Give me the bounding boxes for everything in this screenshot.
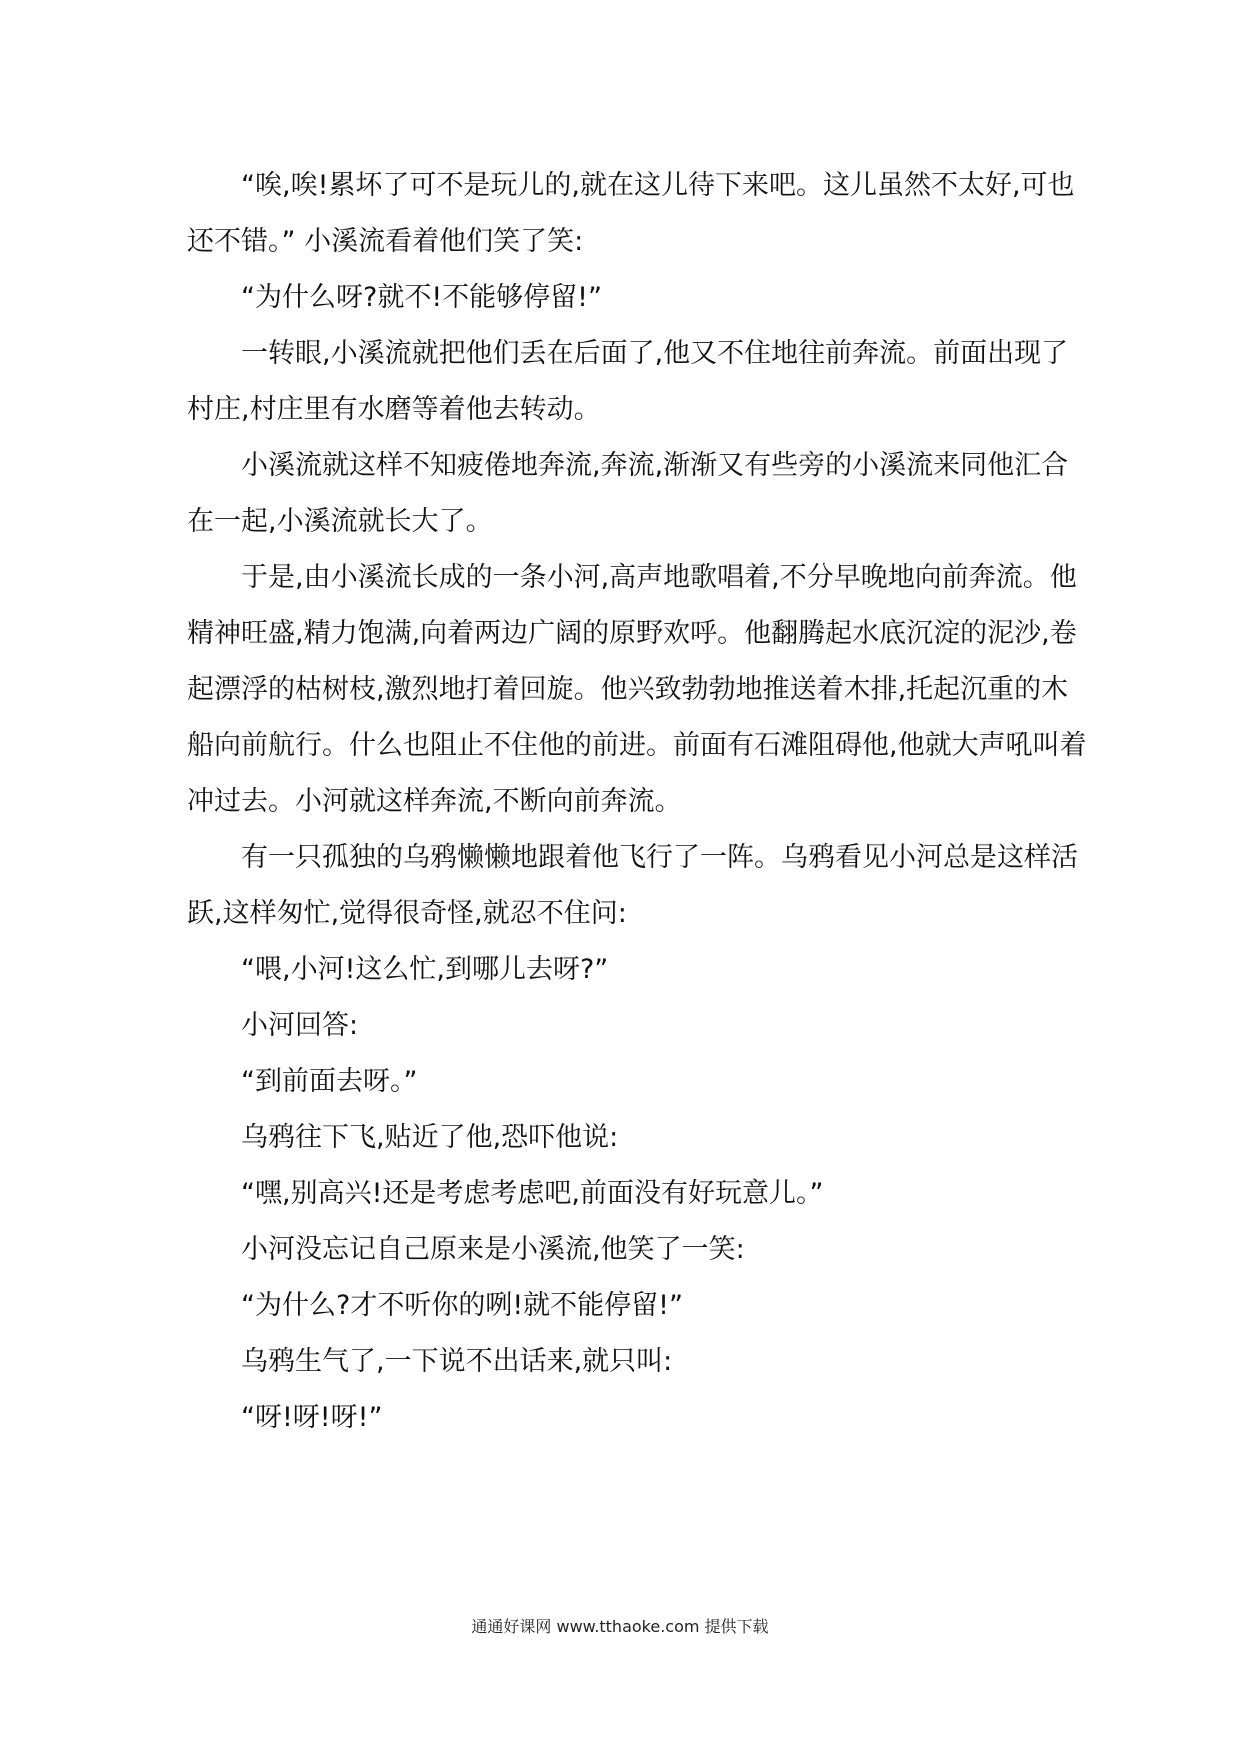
paragraph: “唉,唉!累坏了可不是玩儿的,就在这儿待下来吧。这儿虽然不太好,可也还不错。” 小溪流看着他们笑了笑: — [187, 170, 1075, 257]
paragraph: 小溪流就这样不知疲倦地奔流,奔流,渐渐又有些旁的小溪流来同他汇合在一起,小溪流就长大了。 — [187, 450, 1069, 537]
paragraph: “嘿,别高兴!还是考虑考虑吧,前面没有好玩意儿。” — [241, 1178, 824, 1209]
paragraph: 乌鸦往下飞,贴近了他,恐吓他说: — [241, 1122, 619, 1153]
paragraph: “到前面去呀。” — [241, 1066, 418, 1097]
paragraph: 于是,由小溪流长成的一条小河,高声地歌唱着,不分早晚地向前奔流。他精神旺盛,精力饱满,向着两边广阔的原野欢呼。他翻腾起水底沉淀的泥沙,卷起漂浮的枯树枝,激烈地打着回旋。他兴致勃勃地推送着木排,托起沉重的木船向前航行。什么也阻止不住他的前进。前面有石滩阻碍他,他就大声吼叫着冲过去。小河就这样奔流,不断向前奔流。 — [187, 562, 1087, 817]
paragraph: “喂,小河!这么忙,到哪儿去呀?” — [241, 954, 609, 985]
paragraph: 一转眼,小溪流就把他们丢在后面了,他又不住地往前奔流。前面出现了村庄,村庄里有水磨等着他去转动。 — [187, 338, 1069, 425]
paragraph: 小河没忘记自己原来是小溪流,他笑了一笑: — [241, 1234, 745, 1265]
paragraph: “为什么?才不听你的咧!就不能停留!” — [241, 1290, 683, 1321]
paragraph: “呀!呀!呀!” — [241, 1402, 383, 1433]
footer-credit: 通通好课网 www.tthaoke.com 提供下载 — [471, 1617, 769, 1636]
paragraph: 有一只孤独的乌鸦懒懒地跟着他飞行了一阵。乌鸦看见小河总是这样活跃,这样匆忙,觉得很奇怪,就忍不住问: — [187, 842, 1078, 929]
story-text — [187, 158, 1087, 1446]
paragraph: “为什么呀?就不!不能够停留!” — [241, 282, 602, 313]
paragraph: 小河回答: — [241, 1010, 359, 1041]
paragraph: 乌鸦生气了,一下说不出话来,就只叫: — [241, 1346, 673, 1377]
